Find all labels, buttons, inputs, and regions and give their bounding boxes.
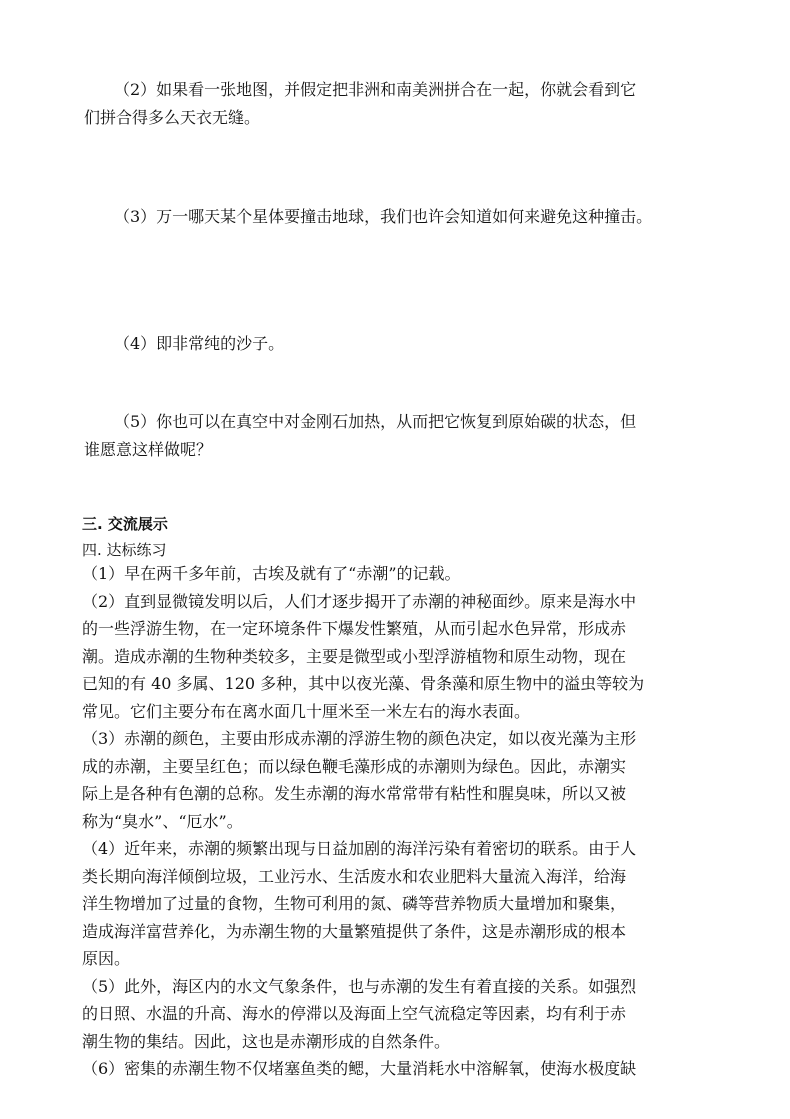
practice-line: 造成海洋富营养化，为赤潮生物的大量繁殖提供了条件，这是赤潮形成的根本 — [82, 921, 627, 941]
practice-line: （6）密集的赤潮生物不仅堵塞鱼类的鳃，大量消耗水中溶解氧，使海水极度缺 — [82, 1059, 637, 1078]
answer-5-cont — [84, 436, 734, 464]
practice-line: 的日照、水温的升高、海水的停滞以及海面上空气流稳定等因素，均有利于赤 — [82, 1004, 627, 1023]
answer-3 — [84, 203, 764, 231]
practice-line: 际上是各种有色潮的总称。发生赤潮的海水常常带有粘性和腥臭味，所以又被 — [82, 784, 627, 803]
practice-line: 潮。造成赤潮的生物种类较多，主要是微型或小型浮游植物和原生动物，现在 — [82, 646, 627, 666]
practice-line: 潮生物的集结。因此，这也是赤潮形成的自然条件。 — [82, 1031, 451, 1051]
answer-line: （4）即非常纯的沙子。 — [114, 334, 285, 353]
practice-line: （1）早在两千多年前，古埃及就有了“赤潮”的记载。 — [82, 564, 461, 583]
section-heading-four: 四. 达标练习 — [82, 541, 167, 559]
practice-line: （4）近年来，赤潮的频繁出现与日益加剧的海洋污染有着密切的联系。由于人 — [82, 839, 637, 858]
answer-4 — [84, 330, 764, 358]
answer-2 — [84, 76, 764, 104]
practice-line: 成的赤潮，主要呈红色；而以绿色鞭毛藻形成的赤潮则为绿色。因此，赤潮实 — [82, 756, 627, 776]
practice-line: （2）直到显微镜发明以后，人们才逐步揭开了赤潮的神秘面纱。原来是海水中 — [82, 591, 637, 611]
practice-line: 常见。它们主要分布在离水面几十厘米至一米左右的海水表面。 — [82, 701, 531, 721]
practice-line: （5）此外，海区内的水文气象条件，也与赤潮的发生有着直接的关系。如强烈 — [82, 976, 637, 996]
answer-line: 们拼合得多么天衣无缝。 — [84, 108, 261, 127]
answer-5 — [84, 408, 764, 436]
answer-line: 谁愿意这样做呢？ — [84, 440, 213, 459]
answer-line: （5）你也可以在真空中对金刚石加热，从而把它恢复到原始碳的状态，但 — [114, 412, 637, 431]
practice-line: 类长期向海洋倾倒垃圾，工业污水、生活废水和农业肥料大量流入海洋，给海 — [82, 866, 627, 886]
practice-line: 原因。 — [82, 949, 131, 968]
practice-line: 已知的有 40 多属、120 多种，其中以夜光藻、骨条藻和原生物中的溢虫等较为 — [82, 674, 645, 693]
practice-paragraph-5 — [82, 973, 742, 1056]
practice-paragraph-4 — [82, 835, 742, 973]
practice-paragraph-1 — [82, 560, 742, 588]
answer-line: （3）万一哪天某个星体要撞击地球，我们也许会知道如何来避免这种撞击。 — [114, 207, 653, 226]
section-heading-three: 三. 交流展示 — [82, 515, 168, 533]
practice-line: 的一些浮游生物，在一定环境条件下爆发性繁殖，从而引起水色异常，形成赤 — [82, 619, 627, 638]
practice-paragraph-2 — [82, 588, 742, 726]
answer-2-cont — [84, 104, 734, 132]
practice-body — [82, 560, 742, 1083]
practice-line: 洋生物增加了过量的食物，生物可利用的氮、磷等营养物质大量增加和聚集， — [82, 894, 627, 913]
answer-line: （2）如果看一张地图，并假定把非洲和南美洲拼合在一起，你就会看到它 — [114, 80, 637, 99]
practice-line: （3）赤潮的颜色，主要由形成赤潮的浮游生物的颜色决定，如以夜光藻为主形 — [82, 729, 637, 748]
practice-paragraph-3 — [82, 725, 742, 835]
practice-line: 称为“臭水”、“厄水”。 — [82, 811, 243, 831]
practice-paragraph-6 — [82, 1055, 742, 1083]
